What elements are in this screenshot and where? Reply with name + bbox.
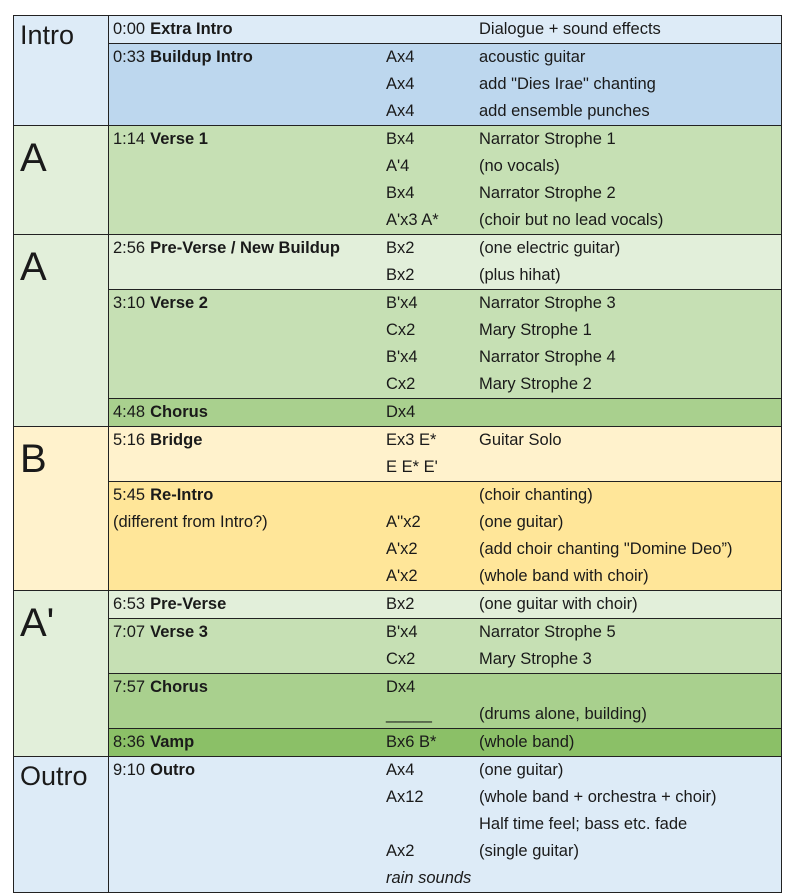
chord-code: Ax4 xyxy=(386,48,415,66)
part-name: Pre-Verse xyxy=(150,595,227,613)
chord-code: Bx4 xyxy=(386,184,415,202)
part-line xyxy=(109,427,781,454)
part-name-cell xyxy=(109,71,386,98)
chord-code: Dx4 xyxy=(386,403,416,421)
part-name-cell xyxy=(109,126,386,153)
section-label: A xyxy=(14,235,109,426)
chord-code: A'x3 A* xyxy=(386,211,439,229)
part-block xyxy=(109,126,781,234)
part-block xyxy=(109,481,781,590)
part-time: 7:07 xyxy=(113,623,146,641)
part-name: Verse 1 xyxy=(150,130,208,148)
part-time: 0:33 xyxy=(113,48,146,66)
chord-code: Bx2 xyxy=(386,595,415,613)
part-line xyxy=(109,262,781,289)
part-description: Narrator Strophe 2 xyxy=(479,184,616,202)
part-description: Narrator Strophe 5 xyxy=(479,623,616,641)
part-description: Narrator Strophe 4 xyxy=(479,348,616,366)
chord-code: Bx2 xyxy=(386,266,415,284)
part-name-cell xyxy=(109,729,386,756)
chord-code: A'x2 xyxy=(386,567,418,585)
section-row xyxy=(14,590,781,756)
section-blocks xyxy=(109,126,781,234)
part-description: (one electric guitar) xyxy=(479,239,621,257)
part-time: 8:36 xyxy=(113,733,146,751)
part-line xyxy=(109,235,781,262)
chord-code: Bx4 xyxy=(386,130,415,148)
part-name-cell xyxy=(109,371,386,398)
part-description: (one guitar) xyxy=(479,761,564,779)
part-description: (whole band with choir) xyxy=(479,567,649,585)
part-description: (plus hihat) xyxy=(479,266,561,284)
song-structure-table xyxy=(13,15,782,893)
part-time: 0:00 xyxy=(113,20,146,38)
part-name-cell xyxy=(109,44,386,71)
part-line xyxy=(109,399,781,426)
chord-code: Ex3 E* xyxy=(386,431,437,449)
chord-code: Ax4 xyxy=(386,75,415,93)
part-name-cell xyxy=(109,536,386,563)
section-blocks xyxy=(109,16,781,125)
part-time: 9:10 xyxy=(113,761,146,779)
part-description: acoustic guitar xyxy=(479,48,586,66)
part-line xyxy=(109,126,781,153)
part-block xyxy=(109,289,781,398)
part-line xyxy=(109,482,781,509)
part-block xyxy=(109,673,781,728)
part-time: 3:10 xyxy=(113,294,146,312)
part-time: 1:14 xyxy=(113,130,146,148)
part-description: (drums alone, building) xyxy=(479,705,647,723)
chord-code: B'x4 xyxy=(386,623,418,641)
chord-code: Dx4 xyxy=(386,678,416,696)
part-line xyxy=(109,153,781,180)
part-description: (add choir chanting "Domine Deo”) xyxy=(479,540,733,558)
chord-code: Ax12 xyxy=(386,788,424,806)
part-line xyxy=(109,16,781,43)
chord-code: Cx2 xyxy=(386,321,416,339)
part-description: add "Dies Irae" chanting xyxy=(479,75,656,93)
part-line xyxy=(109,207,781,234)
part-line xyxy=(109,371,781,398)
part-name-cell xyxy=(109,619,386,646)
section-blocks xyxy=(109,427,781,590)
part-description xyxy=(479,674,781,701)
part-line xyxy=(109,757,781,784)
part-block xyxy=(109,235,781,289)
part-name-cell xyxy=(109,98,386,125)
part-name-cell xyxy=(109,290,386,317)
part-description xyxy=(479,454,781,481)
part-line xyxy=(109,290,781,317)
chord-code: A'x2 xyxy=(386,540,418,558)
part-description: (one guitar with choir) xyxy=(479,595,638,613)
part-description: Dialogue + sound effects xyxy=(479,20,661,38)
part-name: Outro xyxy=(150,761,196,779)
chord-code xyxy=(386,482,479,509)
part-line xyxy=(109,729,781,756)
part-description: Half time feel; bass etc. fade xyxy=(479,815,688,833)
part-name-cell xyxy=(109,180,386,207)
part-name: Vamp xyxy=(150,733,195,751)
part-name-cell xyxy=(109,207,386,234)
part-name-cell xyxy=(109,563,386,590)
chord-code: _____ xyxy=(386,705,432,723)
part-description: Mary Strophe 2 xyxy=(479,375,592,393)
chord-code: Ax4 xyxy=(386,761,415,779)
part-name-cell xyxy=(109,865,386,892)
part-block xyxy=(109,398,781,426)
part-name: Pre-Verse / New Buildup xyxy=(150,239,340,257)
part-name-cell xyxy=(109,509,386,536)
section-row xyxy=(14,426,781,590)
chord-code: E E* E' xyxy=(386,458,438,476)
chord-code: A''x2 xyxy=(386,513,421,531)
part-description: (whole band + orchestra + choir) xyxy=(479,788,717,806)
part-description xyxy=(479,399,781,426)
part-line xyxy=(109,701,781,728)
chord-code: Bx2 xyxy=(386,239,415,257)
part-name-cell xyxy=(109,674,386,701)
part-name: Bridge xyxy=(150,431,203,449)
part-name-cell xyxy=(109,591,386,618)
part-time: 7:57 xyxy=(113,678,146,696)
part-line xyxy=(109,591,781,618)
part-block xyxy=(109,618,781,673)
chord-code: Ax4 xyxy=(386,102,415,120)
part-line xyxy=(109,674,781,701)
part-name-cell xyxy=(109,454,386,481)
part-time: 5:45 xyxy=(113,486,146,504)
part-name-cell xyxy=(109,153,386,180)
chord-code: Cx2 xyxy=(386,650,416,668)
part-name-cell xyxy=(109,811,386,838)
part-line xyxy=(109,784,781,811)
part-line xyxy=(109,563,781,590)
part-description: Narrator Strophe 3 xyxy=(479,294,616,312)
part-name: Verse 2 xyxy=(150,294,208,312)
part-name-cell xyxy=(109,262,386,289)
section-label: B xyxy=(14,427,109,590)
part-name-cell xyxy=(109,757,386,784)
part-description: Narrator Strophe 1 xyxy=(479,130,616,148)
part-name-cell xyxy=(109,784,386,811)
part-line xyxy=(109,98,781,125)
part-name: Verse 3 xyxy=(150,623,208,641)
part-name-cell xyxy=(109,235,386,262)
chord-code: B'x4 xyxy=(386,294,418,312)
part-time: 5:16 xyxy=(113,431,146,449)
part-name-cell xyxy=(109,701,386,728)
part-line xyxy=(109,71,781,98)
part-time: 6:53 xyxy=(113,595,146,613)
part-block xyxy=(109,591,781,618)
part-line xyxy=(109,344,781,371)
part-description: Mary Strophe 3 xyxy=(479,650,592,668)
part-line xyxy=(109,180,781,207)
part-line xyxy=(109,509,781,536)
section-row xyxy=(14,125,781,234)
part-name: Chorus xyxy=(150,678,208,696)
section-label: Outro xyxy=(14,757,109,892)
part-line xyxy=(109,838,781,865)
part-name-cell xyxy=(109,427,386,454)
part-block xyxy=(109,728,781,756)
part-description: (choir but no lead vocals) xyxy=(479,211,664,229)
part-note: (different from Intro?) xyxy=(113,513,268,531)
chord-code: Ax2 xyxy=(386,842,415,860)
part-description: (whole band) xyxy=(479,733,575,751)
part-line xyxy=(109,646,781,673)
section-blocks xyxy=(109,757,781,892)
chord-code xyxy=(386,811,479,838)
part-name: Extra Intro xyxy=(150,20,233,38)
section-row xyxy=(14,756,781,892)
part-time: 2:56 xyxy=(113,239,146,257)
part-time: 4:48 xyxy=(113,403,146,421)
part-name-cell xyxy=(109,344,386,371)
section-label: A' xyxy=(14,591,109,756)
part-description: (one guitar) xyxy=(479,513,564,531)
chord-code: B'x4 xyxy=(386,348,418,366)
section-label: Intro xyxy=(14,16,109,125)
part-name-cell xyxy=(109,482,386,509)
part-description: (single guitar) xyxy=(479,842,579,860)
part-description xyxy=(479,865,781,892)
section-blocks xyxy=(109,235,781,426)
part-block xyxy=(109,427,781,481)
part-line xyxy=(109,619,781,646)
part-description: Mary Strophe 1 xyxy=(479,321,592,339)
part-line xyxy=(109,811,781,838)
section-row xyxy=(14,234,781,426)
part-line xyxy=(109,317,781,344)
part-name: Re-Intro xyxy=(150,486,214,504)
part-block xyxy=(109,757,781,892)
chord-code xyxy=(386,16,479,43)
part-name: Chorus xyxy=(150,403,208,421)
part-name-cell xyxy=(109,399,386,426)
part-description: (choir chanting) xyxy=(479,486,593,504)
part-description: (no vocals) xyxy=(479,157,560,175)
part-name-cell xyxy=(109,16,386,43)
part-name: Buildup Intro xyxy=(150,48,253,66)
section-label: A xyxy=(14,126,109,234)
part-block xyxy=(109,43,781,125)
part-description: add ensemble punches xyxy=(479,102,650,120)
part-description: Guitar Solo xyxy=(479,431,562,449)
part-line xyxy=(109,44,781,71)
chord-code: Bx6 B* xyxy=(386,733,437,751)
chord-code: A'4 xyxy=(386,157,410,175)
part-block xyxy=(109,16,781,43)
chord-code: Cx2 xyxy=(386,375,416,393)
section-row xyxy=(14,16,781,125)
part-line xyxy=(109,536,781,563)
chord-code: rain sounds xyxy=(386,869,472,887)
part-name-cell xyxy=(109,838,386,865)
part-name-cell xyxy=(109,317,386,344)
part-line xyxy=(109,865,781,892)
part-line xyxy=(109,454,781,481)
part-name-cell xyxy=(109,646,386,673)
section-blocks xyxy=(109,591,781,756)
